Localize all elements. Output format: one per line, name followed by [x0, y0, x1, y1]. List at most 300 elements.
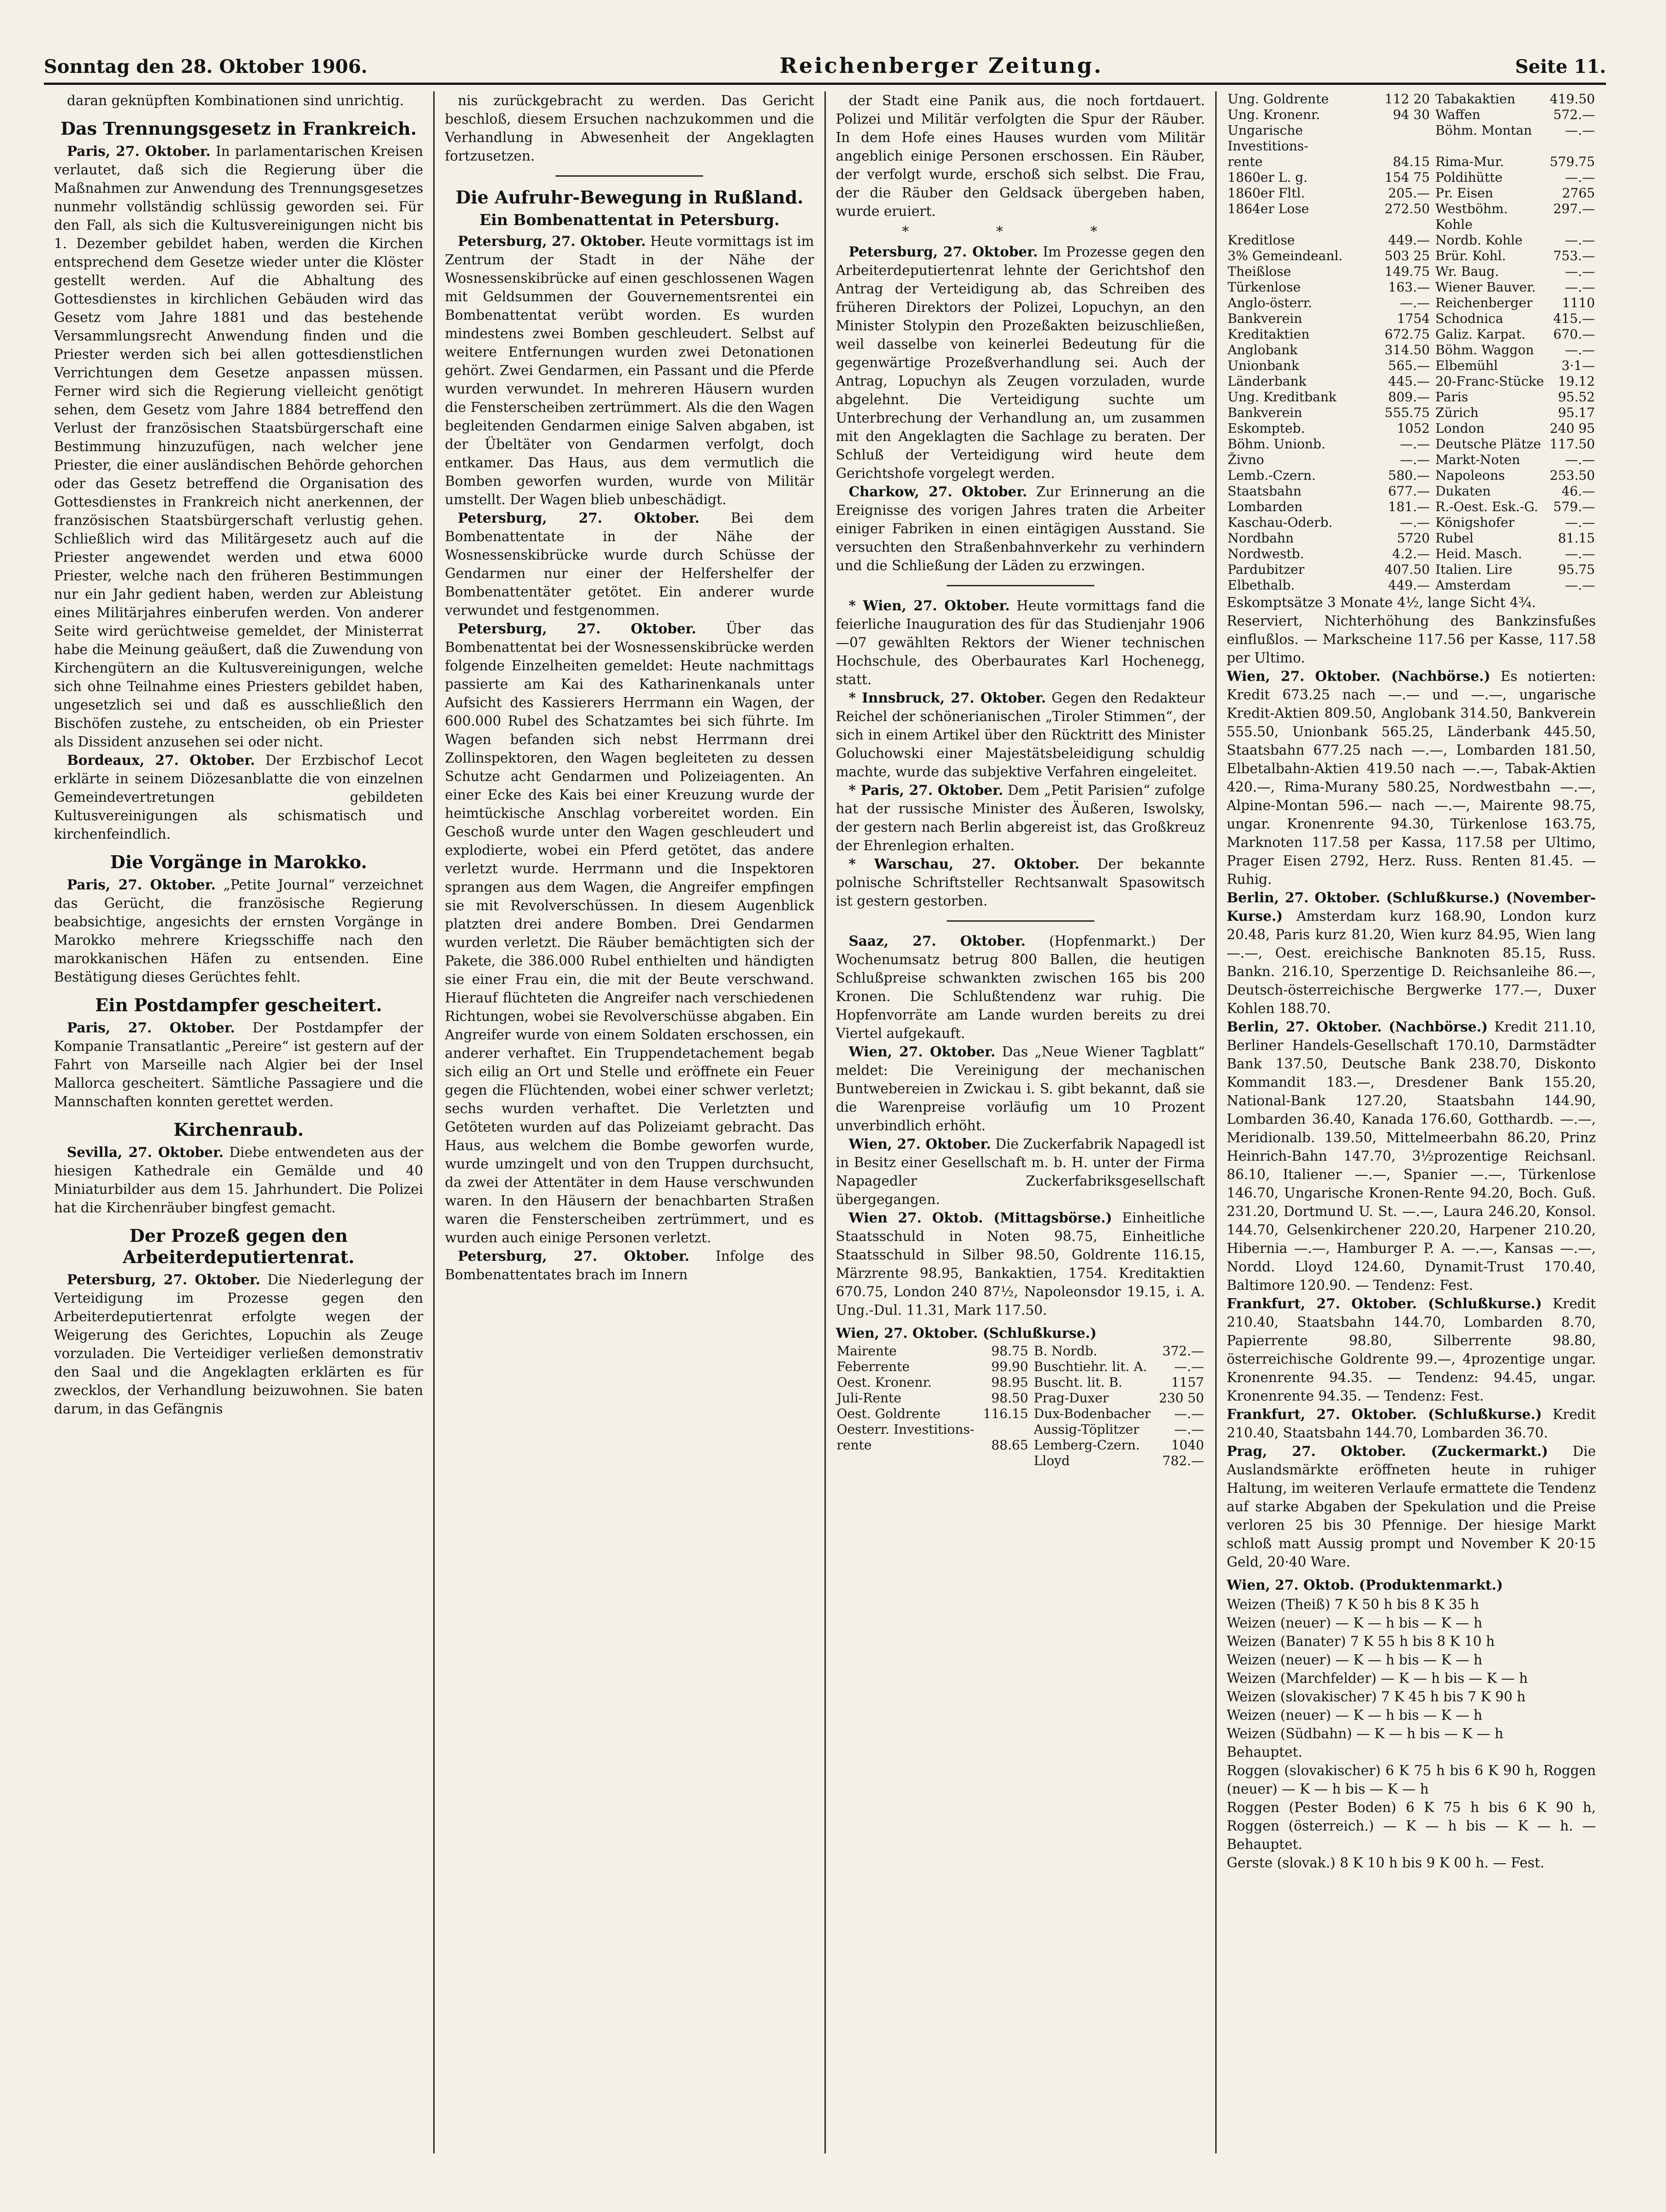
headline: Die Aufruhr-Bewegung in Rußland. — [455, 187, 804, 208]
quote-cell: Lombarden — [1227, 499, 1303, 514]
grain-row: Weizen (Banater) 7 K 55 h bis 8 K 10 h — [1226, 1634, 1495, 1649]
column-3 — [824, 91, 1215, 2153]
article-body — [445, 232, 814, 509]
quote-cell — [836, 1453, 980, 1469]
article-text: Zur Erinnerung an die Ereignisse des vorigen Jahres traten die Arbeiter einiger Fabriken in einen eintägigen Ausstand. Sie versuchten den Straßenbahnverkehr zu verhindern und die Schließung der Läden zu erzwingen. — [836, 484, 1205, 573]
quote-cell: 272.50 — [1385, 201, 1430, 216]
article-text: Infolge des Bombenattentates brach im Innern — [445, 1248, 814, 1282]
quote-cell: Böhm. Waggon — [1435, 342, 1534, 358]
quote-row — [1227, 389, 1596, 405]
article-text: (Hopfenmarkt.) Der Wochenumsatz betrug 800 Ballen, die heutigen Schlußpreise schwankten zwischen 165 bis 200 Kronen. Die Schlußtendenz war ruhig. Die Hopfenvorräte am Lande wurden bereits zu drei Viertel aufgekauft. — [836, 933, 1205, 1041]
quote-row — [1227, 342, 1596, 358]
note-text: Reserviert, Nichterhöhung des Bankzinsfußes einflußlos. — Markscheine 117.56 per Kasse, 117.58 per Ultimo. — [1226, 613, 1596, 666]
quote-cell: Heid. Masch. — [1435, 546, 1523, 561]
quote-cell: 98.50 — [991, 1390, 1028, 1406]
grain-row: Gerste (slovak.) 8 K 10 h bis 9 K 00 h. — Fest. — [1226, 1855, 1545, 1871]
quote-cell: 1860er Fltl. — [1227, 185, 1305, 201]
quote-cell: 419.50 — [1550, 91, 1595, 107]
headline: Der Prozeß gegen den Arbeiterdeputiertenrat. — [122, 1225, 355, 1267]
quote-cell: Länderbank — [1227, 374, 1307, 389]
quote-cell: 677.— — [1388, 483, 1430, 499]
quote-cell: 163.— — [1388, 280, 1430, 295]
quote-cell: 205.— — [1388, 185, 1430, 201]
quote-cell: Türkenlose — [1227, 280, 1301, 295]
dateline: Wien 27. Oktob. (Mittagsbörse.) — [848, 1210, 1112, 1226]
dateline: Sevilla, 27. Oktober. — [67, 1144, 224, 1160]
article-text: Diebe entwendeten aus der hiesigen Kathedrale ein Gemälde und 40 Miniaturbilder aus dem 15. Jahrhundert. Die Polizei hat die Kirchenräuber bingfest gemacht. — [54, 1145, 424, 1216]
quote-cell: rente — [836, 1437, 872, 1453]
quote-cell: 1157 — [1171, 1375, 1204, 1390]
quote-row — [1227, 515, 1596, 531]
quote-row — [1227, 436, 1596, 452]
quote-cell: R.-Oest. Esk.-G. — [1435, 499, 1538, 514]
quote-cell: —.— — [1565, 578, 1595, 593]
issue-date: Sonntag den 28. Oktober 1906. — [44, 56, 368, 78]
article-body — [54, 1270, 423, 1418]
quote-cell: —.— — [1565, 452, 1595, 467]
article-body — [445, 620, 814, 1247]
quotes-table — [1227, 91, 1596, 593]
escompte-text: Eskomptsätze 3 Monate 4½, lange Sicht 4¾. — [1226, 595, 1536, 610]
quote-cell: —.— — [1400, 515, 1430, 530]
quote-cell: —.— — [1565, 546, 1595, 561]
grain-row: Weizen (Südbahn) — K — h bis — K — h — [1226, 1726, 1504, 1741]
quote-cell: 1040 — [1171, 1437, 1204, 1453]
dateline: Petersburg, 27. Oktober. — [458, 510, 700, 526]
article-body — [1227, 1294, 1596, 1405]
quote-cell: —.— — [1174, 1422, 1204, 1437]
article-text: Das „Neue Wiener Tagblatt“ meldet: Die Vereinigung der mechanischen Buntwebereien in Zwickau i. S. gibt bekannt, daß sie die Warenpreise vorläufig um 10 Prozent unverbindlich erhöht. — [836, 1044, 1205, 1133]
article-text: Heute vormittags ist im Zentrum der Stadt in der Nähe der Wosnessenskibrücke auf einen geschlossenen Wagen mit Geldsummen der Gouvernementsrentei ein Bombenattentat verübt worden. Es wurden mindestens zwei Bomben geschleudert. Selbst auf weitere Entfernungen wurden zwei Detonationen gehört. Zwei Gendarmen, ein Passant und die Pferde wurden verwundet. In mehreren Häusern wurden die Fensterscheiben zertrümmert. Als die den Wagen begleitenden Gendarmen einige Salven abgaben, ist der Übeltäter von Gendarmen verfolgt, doch entkamer. Das Haus, aus dem vermutlich die Bomben geworfen wurden, wurde von Militär umstellt. Der Wagen blieb unbeschädigt. — [445, 233, 814, 507]
quote-cell: 1110 — [1562, 295, 1595, 310]
quote-cell: 181.— — [1388, 499, 1430, 514]
quote-cell: 112 20 — [1385, 91, 1430, 107]
quote-cell: Prag-Duxer — [1033, 1390, 1109, 1406]
quote-row — [1227, 123, 1596, 154]
quote-row — [1227, 107, 1596, 123]
masthead: Reichenberger Zeitung. — [779, 53, 1103, 78]
article-body — [54, 142, 423, 751]
quote-cell: 753.— — [1553, 248, 1595, 263]
quote-cell: Theißlose — [1227, 264, 1291, 279]
article-body — [54, 751, 423, 843]
quote-row — [1227, 280, 1596, 295]
dateline: Charkow, 27. Oktober. — [848, 483, 1027, 500]
quote-cell: Lemb.-Czern. — [1227, 468, 1316, 483]
quote-cell: 2765 — [1562, 185, 1595, 201]
quote-cell: Napoleons — [1435, 468, 1505, 483]
dateline: Bordeaux, 27. Oktober. — [67, 752, 255, 768]
dateline: Petersburg, 27. Oktober. — [458, 620, 697, 637]
quote-cell: —.— — [1400, 452, 1430, 467]
quote-cell: 372.— — [1162, 1343, 1204, 1359]
quote-cell: Ungarische Investitions- — [1227, 123, 1308, 154]
quote-cell: Živno — [1227, 452, 1264, 467]
quote-cell — [980, 1422, 1029, 1437]
article-text: Amsterdam kurz 168.90, London kurz 20.48, Paris kurz 81.20, Wien kurz 84.95, Wien lang —.—, Oest. ereichische Banknoten 85.15, Russ. Bankn. 216.10, Sperzentige D. Reichsanleihe 86.—, Deutsch-österreichische Bergwerke 177.—, Duxer Kohlen 188.70. — [1226, 908, 1596, 1016]
quote-cell: —.— — [1174, 1359, 1204, 1374]
quote-cell: 95.52 — [1558, 389, 1595, 405]
quote-cell: 240 95 — [1550, 421, 1595, 436]
quote-cell: Unionbank — [1227, 358, 1299, 373]
quote-row — [836, 1343, 1205, 1359]
quote-cell: Buschtiehr. lit. A. — [1033, 1359, 1147, 1374]
article-text: Einheitliche Staatsschuld in Noten 98.75, Einheitliche Staatsschuld in Silber 98.50, Goldrente 116.15, Märzrente 98.95, Bankaktien, 1754. Kreditaktien 670.75, London 240 87½, Napoleonsdor 19.15, i. A. Ung.-Dul. 11.31, Mark 117.50. — [836, 1210, 1205, 1318]
quote-row — [1227, 483, 1596, 499]
grain-row: Weizen (neuer) — K — h bis — K — h — [1226, 1707, 1482, 1723]
column-2 — [433, 91, 824, 2153]
quote-cell: Oest. Goldrente — [836, 1406, 941, 1421]
article-body — [836, 855, 1205, 910]
quote-cell: 253.50 — [1550, 468, 1595, 483]
quote-row — [1227, 405, 1596, 421]
quote-cell: 580.— — [1388, 468, 1430, 483]
subheadline: Ein Bombenattentat in Petersburg. — [479, 211, 780, 229]
dateline: Petersburg, 27. Oktober. — [458, 1248, 690, 1264]
dateline: Berlin, 27. Oktober. (Schlußkurse.) (November-Kurse.) — [1226, 889, 1596, 924]
article-body — [54, 1019, 423, 1111]
dateline: Saaz, 27. Oktober. — [848, 933, 1026, 949]
quote-cell: 81.15 — [1558, 531, 1595, 546]
quote-cell: Tabakaktien — [1435, 91, 1516, 107]
article-body — [836, 243, 1205, 483]
grain-list — [1227, 1595, 1596, 1872]
article-body — [836, 1043, 1205, 1135]
quote-cell: Böhm. Unionb. — [1227, 436, 1326, 452]
quote-cell: Bankverein — [1227, 405, 1302, 420]
quote-row — [1227, 185, 1596, 201]
quote-cell: Brür. Kohl. — [1435, 248, 1506, 263]
dateline: * Innsbruck, 27. Oktober. — [848, 690, 1046, 706]
article-text: Heute vormittags fand die feierliche Inauguration des für das Studienjahr 1906—07 gewählten Rektors der Wiener technischen Hochschule, des Oberbaurates Karl Hochenegg, statt. — [836, 598, 1205, 687]
quote-row — [836, 1406, 1205, 1422]
quote-cell: Zürich — [1435, 405, 1479, 420]
article-body — [836, 781, 1205, 855]
quote-cell: 117.50 — [1550, 436, 1595, 452]
quote-cell: —.— — [1565, 515, 1595, 530]
quote-cell: Rima-Mur. — [1435, 154, 1504, 169]
quote-cell: 149.75 — [1385, 264, 1430, 279]
continuation-text: der Stadt eine Panik aus, die noch fortdauert. Polizei und Militär verfolgten die Spur der Räuber. In dem Hofe eines Hauses wurden vom Militär angeblich einige Personen erschossen. Ein Räuber, der verfolgt wurde, erschoß sich selbst. Die Frau, der die Räuber den Geldsack übergeben haben, wurde eruiert. — [836, 93, 1205, 219]
article-body — [1227, 1405, 1596, 1442]
quote-row — [1227, 327, 1596, 342]
headline: Die Vorgänge in Marokko. — [110, 852, 367, 872]
grain-row: Behauptet. — [1226, 1744, 1302, 1760]
column-4 — [1215, 91, 1606, 2153]
quote-cell: —.— — [1565, 233, 1595, 248]
article-body — [1227, 667, 1596, 888]
quote-cell: 407.50 — [1385, 562, 1430, 577]
quote-cell: Italien. Lire — [1435, 562, 1512, 577]
quote-cell: Elbethalb. — [1227, 578, 1295, 593]
quote-cell: 670.— — [1553, 327, 1595, 342]
dateline: * Paris, 27. Oktober. — [848, 782, 1003, 798]
quote-cell: 314.50 — [1385, 342, 1430, 358]
quote-cell: 88.65 — [991, 1437, 1028, 1453]
quote-cell: Markt-Noten — [1435, 452, 1520, 467]
columns — [44, 91, 1606, 2153]
page-number: Seite 11. — [1515, 56, 1606, 78]
article-body — [1227, 1018, 1596, 1294]
quote-cell: Anglobank — [1227, 342, 1298, 358]
quote-row — [1227, 170, 1596, 185]
quote-cell: 116.15 — [983, 1406, 1028, 1421]
article-text: Die Auslandsmärkte eröffneten heute in ruhiger Haltung, im weiteren Verlaufe ermattete die Tendenz auf starke Abgaben der Spekulation und die Preise verloren 25 bis 30 Pfennige. Der hiesige Markt schloß matt Aussig prompt und November K 20·15 Geld, 20·40 Ware. — [1226, 1443, 1596, 1570]
quote-cell: Bankverein — [1227, 311, 1302, 326]
quote-cell: Ung. Goldrente — [1227, 91, 1329, 107]
quote-cell: Ung. Kronenr. — [1227, 107, 1320, 122]
grain-row: Weizen (Marchfelder) — K — h bis — K — h — [1226, 1670, 1528, 1686]
article-body — [836, 932, 1205, 1043]
quote-cell: 46.— — [1561, 483, 1595, 499]
headline: Ein Postdampfer gescheitert. — [95, 995, 382, 1015]
dateline: Wien, 27. Oktober. — [848, 1136, 991, 1152]
grain-row: Roggen (slovakischer) 6 K 75 h bis 6 K 90 h, Roggen (neuer) — K — h bis — K — h — [1226, 1763, 1596, 1797]
quote-cell: —.— — [1400, 295, 1430, 310]
quote-cell: 20-Franc-Stücke — [1435, 374, 1544, 389]
quote-cell: Pr. Eisen — [1435, 185, 1493, 201]
quote-cell: Pardubitzer — [1227, 562, 1305, 577]
quote-cell: Aussig-Töplitzer — [1033, 1422, 1140, 1437]
quote-cell: Nordwestb. — [1227, 546, 1304, 561]
quotes-heading: Wien, 27. Oktober. (Schlußkurse.) — [836, 1325, 1097, 1341]
article-body — [445, 1247, 814, 1284]
article-body — [445, 509, 814, 620]
dateline: Petersburg, 27. Oktober. — [848, 244, 1038, 260]
quote-cell: Anglo-österr. — [1227, 295, 1312, 310]
quotes-table — [836, 1343, 1205, 1469]
quote-cell: 1754 — [1397, 311, 1430, 326]
quote-cell: 503 25 — [1385, 248, 1430, 263]
article-body — [836, 689, 1205, 781]
continuation-text: nis zurückgebracht zu werden. Das Gericht beschloß, diesem Ersuchen nachzukommen und die Verhandlung in Abwesenheit der Angeklagten fortzusetzen. — [445, 93, 814, 164]
quote-row — [1227, 452, 1596, 468]
dateline: Paris, 27. Oktober. — [67, 1020, 235, 1036]
quote-cell: Lemberg-Czern. — [1033, 1437, 1140, 1453]
grain-heading: Wien, 27. Oktob. (Produktenmarkt.) — [1226, 1577, 1503, 1593]
quote-row — [836, 1453, 1205, 1469]
quote-cell: Paris — [1435, 389, 1469, 405]
quote-cell: 672.75 — [1385, 327, 1430, 342]
quote-row — [1227, 201, 1596, 233]
quote-cell: Ung. Kreditbank — [1227, 389, 1337, 405]
quote-cell: 230 50 — [1158, 1390, 1204, 1406]
quote-row — [836, 1422, 1205, 1437]
quote-cell: Wr. Baug. — [1435, 264, 1499, 279]
quote-cell: 445.— — [1388, 374, 1430, 389]
quote-row — [1227, 531, 1596, 546]
dateline: Paris, 27. Oktober. — [67, 876, 216, 893]
quote-row — [1227, 562, 1596, 578]
quote-row — [1227, 421, 1596, 436]
quote-cell: Königshofer — [1435, 515, 1515, 530]
quote-cell: 99.90 — [991, 1359, 1028, 1374]
grain-row: Weizen (neuer) — K — h bis — K — h — [1226, 1615, 1482, 1631]
quote-row — [1227, 311, 1596, 327]
grain-row: Weizen (Theiß) 7 K 50 h bis 8 K 35 h — [1226, 1597, 1479, 1612]
quote-row — [1227, 295, 1596, 311]
article-body — [1227, 888, 1596, 1018]
quote-cell: 84.15 — [1392, 154, 1430, 169]
quote-cell: 94 30 — [1392, 107, 1430, 122]
article-body — [54, 1143, 423, 1217]
quote-cell: Nordbahn — [1227, 531, 1294, 546]
headline: Das Trennungsgesetz in Frankreich. — [60, 118, 417, 139]
article-body — [836, 483, 1205, 575]
quote-cell: Oest. Kronenr. — [836, 1375, 932, 1390]
quote-row — [1227, 578, 1596, 593]
quote-cell: —.— — [1565, 264, 1595, 279]
article-body — [836, 1135, 1205, 1209]
quote-cell: —.— — [1174, 1406, 1204, 1421]
article-text: Bei dem Bombenattentate in der Nähe der Wosnessenskibrücke wurde durch Schüsse der Gendarmen nur einer der Helfershelfer der Bombenattentäter getötet. Ein anderer wurde verwundet und festgenommen. — [445, 510, 814, 618]
quote-cell: Deutsche Plätze — [1435, 436, 1541, 452]
quote-row — [836, 1359, 1205, 1375]
article-text: Über das Bombenattentat bei der Wosnessenskibrücke werden folgende Einzelheiten gemeldet: Heute nachmittags passierte am Kai des Katharinenkanals unter Aufsicht des Kassierers Herrmann ein Wagen, der 600.000 Rubel des Schatzamtes bei sich führte. Im Wagen befanden sich nebst Herrmann drei Zollinspektoren, den Wagen begleiteten zu dessen Schutze acht Gendarmen und Polizeiagenten. An einer Ecke des Kais bei einer Kreuzung wurde der heimtückische Anschlag vorbereitet worden. Ein Geschoß wurde unter den Wagen geschleudert und explodierte, wobei ein Pferd getötet, das andere verletzt wurde. Herrmann und die Inspektoren sprangen aus dem Wagen, die Angreifer empfingen sie mit Revolverschüssen. In diesem Augenblick platzten drei andere Bomben. Drei Gendarmen wurden verletzt. Die Räuber bemächtigten sich der Pakete, die 386.000 Rubel enthielten und händigten sie einer Frau ein, die mit der Beute verschwand. Hierauf flüchteten die Angreifer nach verschiedenen Richtungen, wobei sie Revolverschüsse abgaben. Ein Angreifer wurde von einem Soldaten erschossen, ein anderer verhaftet. Ein Truppendetachement begab sich eilig an Ort und Stelle und eröffnete ein Feuer gegen die Flüchtenden, wobei einer schwer verletzt; sechs wurden verhaftet. Die Verletzten und Getöteten wurden auf das Polizeiamt gebracht. Das Haus, aus welchem die Bombe geworfen wurde, wurde umzingelt und von den Truppen durchsucht, da zwei der Attentäter in dem Hause verschwunden waren. In den Häusern der benachbarten Straßen waren die Fensterscheiben zertrümmert, und es wurden auch einige Personen verletzt. — [445, 621, 814, 1246]
quote-row — [1227, 91, 1596, 107]
quote-cell: 449.— — [1388, 578, 1430, 593]
article-text: Gegen den Redakteur Reichel der schönerianischen „Tiroler Stimmen“, der sich in einem Artikel über den Rücktritt des Minister Goluchowski einer Majestätsbeleidigung schuldig machte, wurde das subjektive Verfahren eingeleitet. — [836, 690, 1205, 780]
quote-cell: 4.2.— — [1392, 546, 1430, 561]
dateline: * Wien, 27. Oktober. — [848, 597, 1010, 614]
quote-cell: Elbemühl — [1435, 358, 1498, 373]
quote-cell: —.— — [1565, 170, 1595, 185]
quote-cell: 297.— — [1553, 201, 1595, 216]
divider — [555, 175, 703, 177]
quote-cell: rente — [1227, 154, 1263, 169]
quote-row — [1227, 233, 1596, 248]
quote-cell: Nordb. Kohle — [1435, 233, 1523, 248]
quote-cell: Lloyd — [1033, 1453, 1070, 1468]
grain-row: Weizen (slovakischer) 7 K 45 h bis 7 K 90 h — [1226, 1689, 1526, 1705]
article-text: Die Zuckerfabrik Napagedl ist in Besitz einer Gesellschaft m. b. H. unter der Firma Napagedler Zuckerfabriksgesellschaft übergegangen. — [836, 1136, 1205, 1207]
quote-cell: —.— — [1400, 436, 1430, 452]
column-1 — [44, 91, 433, 2153]
article-text: Die Niederlegung der Verteidigung im Prozesse gegen den Arbeiterdeputiertenrat erfolgte wegen der Weigerung des Gerichtes, Lopuchin als Zeuge vorzuladen. Die Verteidiger verließen demonstrativ den Saal und die Angeklagten erklärten es für zwecklos, der Verhandlung beizuwohnen. Sie baten darum, in das Gefängnis — [54, 1272, 424, 1417]
headline: Kirchenraub. — [173, 1119, 304, 1140]
quote-cell: London — [1435, 421, 1485, 436]
quote-cell: Wiener Bauver. — [1435, 280, 1536, 295]
article-text: Kredit 210.40, Staatsbahn 144.70, Lombarden 36.70. — [1226, 1407, 1596, 1441]
quote-cell: 782.— — [1162, 1453, 1204, 1468]
quote-cell: 154 75 — [1385, 170, 1430, 185]
dateline: Wien, 27. Oktober. (Nachbörse.) — [1226, 668, 1491, 684]
quote-cell: Schodnica — [1435, 311, 1504, 326]
quote-cell: Mairente — [836, 1343, 897, 1359]
quote-cell: 579.75 — [1550, 154, 1595, 169]
quote-cell: —.— — [1565, 342, 1595, 358]
quote-cell: 565.— — [1388, 358, 1430, 373]
quote-cell: 572.— — [1553, 107, 1595, 122]
quote-cell: Reichenberger — [1435, 295, 1533, 310]
article-text: Kredit 211.10, Berliner Handels-Gesellschaft 170.10, Darmstädter Bank 137.50, Deutsche Bank 238.70, Diskonto Kommandit 183.—, Dresdener Bank 155.20, National-Bank 127.20, Staatsbahn 144.90, Lombarden 36.40, Kanada 176.60, Gotthardb. —.—, Meridionalb. 139.50, Mittelmeerbahn 86.20, Prinz Heinrich-Bahn 147.70, 3½prozentige Reichsanl. 86.10, Italiener —.—, Spanier —.—, Türkenlose 146.70, Ungarische Kronen-Rente 94.20, Boch. Guß. 231.20, Dortmund U. St. —.—, Laura 246.20, Konsol. 144.70, Gelsenkirchener 220.20, Harpener 210.20, Hibernia —.—, Hamburger P. A. —.—, Kansas —.—, Nordd. Lloyd 124.60, Dynamit-Trust 170.40, Baltimore 120.90. — Tendenz: Fest. — [1226, 1019, 1596, 1293]
article-text: Es notierten: Kredit 673.25 nach —.— und —.—, ungarische Kredit-Aktien 809.50, Anglobank 314.50, Bankverein 555.50, Unionbank 565.25, Länderbank 445.50, Staatsbahn 677.25 nach —.—, Lombarden 181.50, Elbetalbahn-Aktien 419.50 nach —.—, Tabak-Aktien 420.—, Rima-Murany 580.25, Nordwestbahn —.—, Alpine-Montan 596.— nach —.—, Mairente 98.75, ungar. Kronenrente 94.30, Türkenlose 163.75, Marknoten 117.58 per Kassa, 117.58 per Ultimo, Prager Eisen 2792, Herz. Russ. Renten 81.45. — Ruhig. — [1226, 668, 1596, 887]
quote-cell: Buscht. lit. B. — [1033, 1375, 1123, 1390]
quote-cell: Dukaten — [1435, 483, 1491, 499]
quote-row — [1227, 468, 1596, 483]
quote-cell: Amsterdam — [1435, 578, 1511, 593]
article-body — [1227, 1442, 1596, 1571]
article-text: Der Erzbischof Lecot erklärte in seinem Diözesanblatte die von einzelnen Gemeindevertretungen gebildeten Kultusvereinigungen als schismatisch und kirchenfeindlich. — [54, 752, 424, 842]
quote-cell: 555.75 — [1385, 405, 1430, 420]
quote-cell: Kreditlose — [1227, 233, 1295, 248]
article-body — [836, 596, 1205, 689]
dateline: * Warschau, 27. Oktober. — [848, 856, 1080, 872]
quote-cell: 449.— — [1388, 233, 1430, 248]
dateline: Wien, 27. Oktober. — [848, 1043, 996, 1060]
dateline: Frankfurt, 27. Oktober. (Schlußkurse.) — [1226, 1295, 1542, 1312]
quote-cell: Böhm. Montan — [1435, 123, 1532, 138]
quote-row — [1227, 264, 1596, 280]
quote-cell: Oesterr. Investitions- — [836, 1422, 974, 1437]
quote-cell: Kreditaktien — [1227, 327, 1310, 342]
page-header — [44, 53, 1606, 85]
quote-cell: Feberrente — [836, 1359, 910, 1374]
quote-row — [836, 1437, 1205, 1453]
article-text: „Petite Journal“ verzeichnet das Gerücht, die französische Regierung beabsichtige, angesichts der ernsten Vorgänge in Marokko mehrere Kriegsschiffe nach den marokkanischen Häfen zu entsenden. Eine Bestätigung dieses Gerüchtes fehlt. — [54, 877, 424, 985]
article-body — [54, 876, 423, 986]
quote-cell: 95.75 — [1558, 562, 1595, 577]
section-stars: * * * — [902, 224, 1139, 239]
quote-cell: Juli-Rente — [836, 1390, 902, 1406]
quote-cell: Westböhm. Kohle — [1435, 201, 1508, 232]
quote-cell: 415.— — [1553, 311, 1595, 326]
divider — [947, 920, 1094, 922]
quote-row — [836, 1375, 1205, 1390]
quote-cell: 809.— — [1388, 389, 1430, 405]
article-body — [836, 1209, 1205, 1319]
article-text: Der bekannte polnische Schriftsteller Rechtsanwalt Spasowitsch ist gestern gestorben. — [836, 856, 1205, 909]
quote-cell: Galiz. Karpat. — [1435, 327, 1526, 342]
dateline: Frankfurt, 27. Oktober. (Schlußkurse.) — [1226, 1406, 1542, 1422]
quote-row — [1227, 546, 1596, 562]
quote-cell: 98.75 — [991, 1343, 1028, 1359]
quote-cell — [980, 1453, 1029, 1469]
quote-cell: 5720 — [1397, 531, 1430, 546]
quote-cell: Poldihütte — [1435, 170, 1503, 185]
grain-row: Weizen (neuer) — K — h bis — K — h — [1226, 1652, 1482, 1668]
quote-cell: 1864er Lose — [1227, 201, 1309, 216]
quote-cell: 3% Gemeindeanl. — [1227, 248, 1343, 263]
quote-cell: —.— — [1565, 123, 1595, 138]
quote-cell: 579.— — [1553, 499, 1595, 514]
quote-cell: Rubel — [1435, 531, 1474, 546]
article-text: Im Prozesse gegen den Arbeiterdeputiertenrat lehnte der Gerichtshof den Antrag der Verteidigung ab, das Schreiben des früheren Direktors der Polizei, Lopuchyn, an den Minister Stolypin den Prozeßakten beizuschließen, weil dasselbe von keinerlei Bedeutung für die gegenwärtige Prozeßverhandlung sei. Auch der Antrag, Lopuchyn als Zeugen vorzuladen, wurde abgelehnt. Die Verteidigung suchte um Unterbrechung der Verhandlung an, um zusammen mit den Angeklagten die Sachlage zu beraten. Der Schluß der Verteidigung wird heute dem Gerichtshofe vorgelegt werden. — [836, 244, 1205, 481]
quote-cell: 19.12 — [1558, 374, 1595, 389]
article-text: In parlamentarischen Kreisen verlautet, daß sich die Regierung über die Maßnahmen zur Anwendung des Trennungsgesetzes nunmehr vollständig schlüssig geworden sei. Für den Fall, als sich die Kultusvereinigungen nicht bis 1. Dezember gebildet haben, werden die Kirchen entsprechend dem Gesetze wieder unter die Klöster gestellt werden. Auf die Abhaltung des Gottesdienstes in kirchlichen Gebäuden wird das Gesetz vom Jahre 1881 und das bestehende Versammlungsrecht Anwendung finden und die Priester werden sich bei allen gottesdienstlichen Verrichtungen dem Gesetze anpassen müssen. Ferner wird sich die Regierung vielleicht genötigt sehen, dem Gesetz vom Jahre 1884 betreffend den Verlust der französischen Staatsbürgerschaft eine Bestimmung hinzuzufügen, nach welcher jene Priester, die einer ausländischen Behörde gehorchen oder das Gesetz betreffend die Organisation des Gottesdienstes in Frankreich nicht anerkennen, der französischen Staatsbürgerschaft verlustig gehen. Schließlich wird das Militärgesetz auch auf die Priester angewendet werden und etwa 6000 Priester, welche nach den früheren Bestimmungen nur ein Jahr gedient haben, werden zur Ableistung eines Militärjahres einberufen werden. Von anderer Seite wird gerüchtweise gemeldet, der Ministerrat habe die Meinung geäußert, daß die Zuwendung von Kirchengütern an die Kultusvereinigungen, welche sich ohne Teilnahme eines Priesters gebildet haben, ungesetzlich sei und daß es ausschließlich den Bischöfen zustehe, zu entscheiden, ob ein Priester als Dissident anzusehen sei oder nicht. — [54, 143, 424, 750]
dateline: Petersburg, 27. Oktober. — [67, 1271, 261, 1288]
grain-row: Roggen (Pester Boden) 6 K 75 h bis 6 K 90 h, Roggen (österreich.) — K — h bis — K — h. — Behauptet. — [1226, 1800, 1596, 1852]
quote-row — [836, 1390, 1205, 1406]
article-text: Dem „Petit Parisien“ zufolge hat der russische Minister des Äußeren, Iswolsky, der gestern nach Berlin abgereist ist, das Großkreuz der Ehrenlegion erhalten. — [836, 782, 1205, 853]
quote-cell: 98.95 — [991, 1375, 1028, 1390]
article-text: Kredit 210.40, Staatsbahn 144.70, Lombarden 8.70, Papierrente 98.80, Silberrente 98.80, österreichische Goldrente 99.—, 4prozentige ungar. Kronenrente 94.35. — Tendenz: 94.45, ungar. Kronenrente 94.35. — Tendenz: Fest. — [1226, 1296, 1596, 1404]
quote-cell: 1052 — [1397, 421, 1430, 436]
quote-cell: —.— — [1565, 280, 1595, 295]
continuation-text: daran geknüpften Kombinationen sind unrichtig. — [67, 93, 404, 108]
closing-quotes — [836, 1324, 1205, 1469]
quote-cell: 3·1— — [1561, 358, 1595, 373]
quote-row — [1227, 248, 1596, 264]
quote-cell: B. Nordb. — [1033, 1343, 1098, 1359]
quote-row — [1227, 499, 1596, 515]
quote-row — [1227, 154, 1596, 170]
quote-cell: 1860er L. g. — [1227, 170, 1308, 185]
quote-cell — [1384, 123, 1431, 154]
quote-cell: 95.17 — [1558, 405, 1595, 420]
quote-cell: Staatsbahn — [1227, 483, 1302, 499]
divider — [947, 585, 1094, 586]
